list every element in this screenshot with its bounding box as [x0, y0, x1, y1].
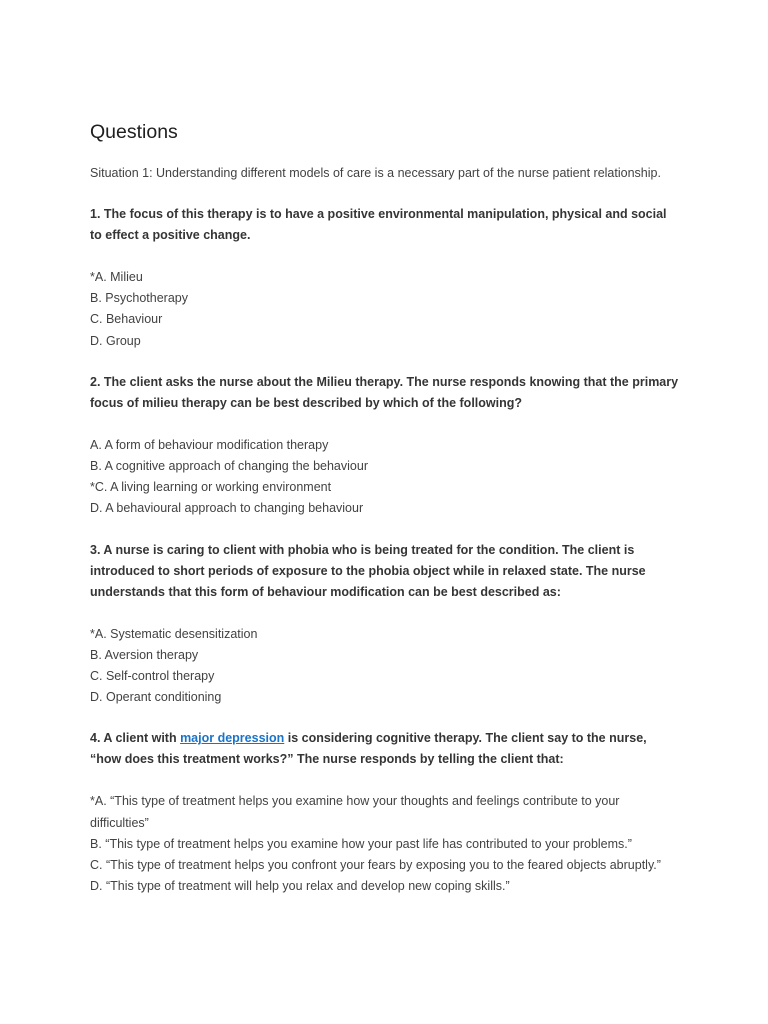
- question-4-option-c: C. “This type of treatment helps you confront your fears by exposing you to the feared objects abruptly.”: [90, 858, 661, 873]
- question-1-option-b: B. Psychotherapy: [90, 291, 188, 306]
- question-3-option-d: D. Operant conditioning: [90, 690, 222, 705]
- document-content: [90, 118, 680, 917]
- question-3-text: 3. A nurse is caring to client with phobia who is being treated for the condition. The client is introduced to short periods of exposure to the phobia object while in relaxed state. The nurse understands that this form of behaviour modification can be best described as:: [90, 542, 646, 599]
- question-1-option-d: D. Group: [90, 333, 141, 348]
- page-title: Questions: [90, 121, 178, 143]
- question-1-option-c: C. Behaviour: [90, 312, 163, 327]
- question-1-option-a: *A. Milieu: [90, 270, 143, 284]
- question-2-options: [90, 435, 680, 520]
- major-depression-link[interactable]: major depression: [180, 731, 285, 746]
- question-4-option-a: *A. “This type of treatment helps you examine how your thoughts and feelings contribute to your difficulties”: [90, 794, 620, 830]
- question-2-option-a: A. A form of behaviour modification therapy: [90, 437, 329, 452]
- question-2-option-b: B. A cognitive approach of changing the behaviour: [90, 459, 368, 474]
- question-4-option-b: B. “This type of treatment helps you examine how your past life has contributed to your problems.”: [90, 836, 632, 851]
- question-1-text: 1. The focus of this therapy is to have a positive environmental manipulation, physical and social to effect a positive change.: [90, 207, 667, 242]
- question-4-option-d: D. “This type of treatment will help you relax and develop new coping skills.”: [90, 879, 510, 894]
- question-4-text-before: 4. A client with: [90, 731, 181, 746]
- question-3-option-b: B. Aversion therapy: [90, 647, 199, 662]
- question-4-text: [90, 728, 680, 770]
- question-3-options: [90, 624, 680, 709]
- situation-text: Situation 1: Understanding different models of care is a necessary part of the nurse patient relationship.: [90, 166, 661, 180]
- question-3-option-a: *A. Systematic desensitization: [90, 626, 258, 641]
- question-4-text-after: is considering cognitive therapy. The client say to the nurse, “how does this treatment works?” The nurse responds by telling the client that:: [90, 731, 647, 767]
- question-2-text: 2. The client asks the nurse about the Milieu therapy. The nurse responds knowing that the primary focus of milieu therapy can be best described by which of the following?: [90, 374, 679, 410]
- question-3-option-c: C. Self-control therapy: [90, 669, 215, 684]
- question-1-options: [90, 267, 680, 352]
- question-2-option-d: D. A behavioural approach to changing behaviour: [90, 501, 364, 516]
- question-4-options: [90, 791, 680, 897]
- question-2-option-c: *C. A living learning or working environment: [90, 480, 332, 495]
